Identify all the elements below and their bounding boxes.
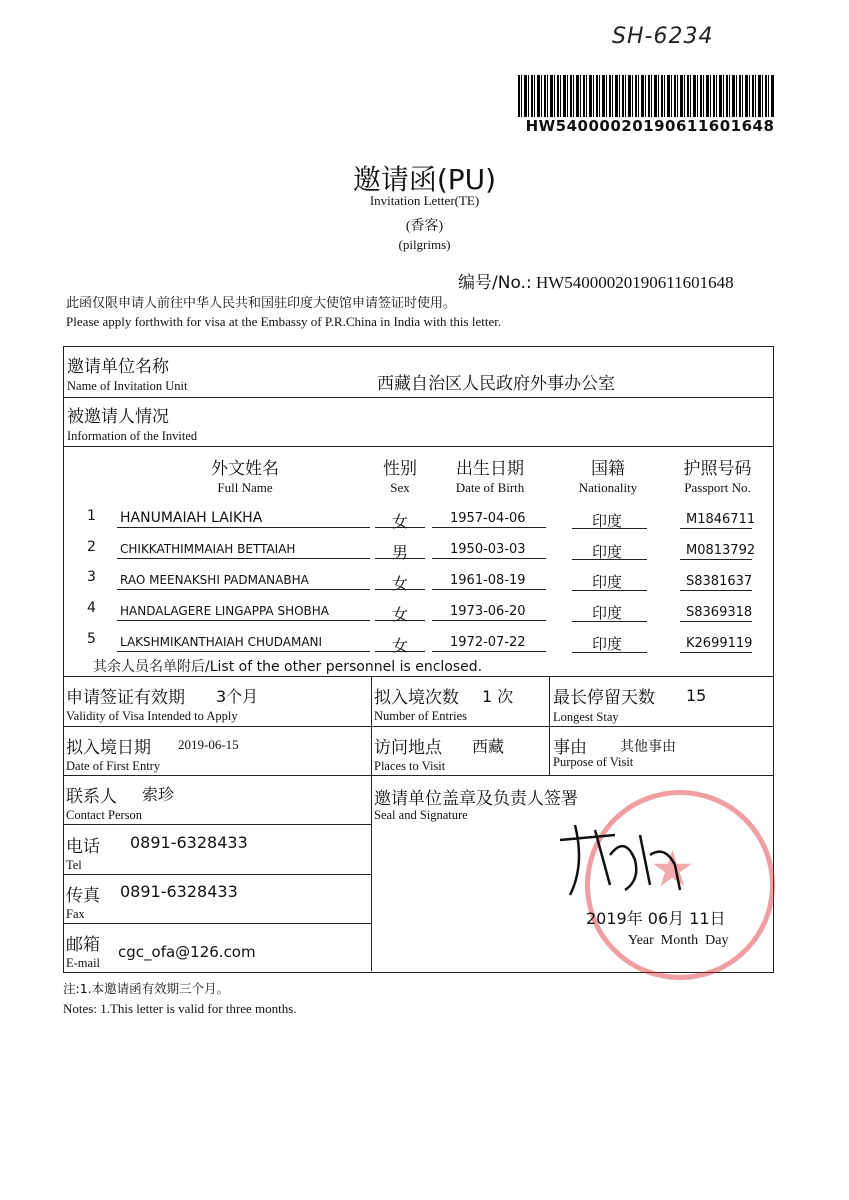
contact-value: 索珍 bbox=[142, 785, 175, 804]
divider bbox=[63, 726, 773, 727]
person-sex: 女 bbox=[392, 636, 409, 655]
person-passport: M0813792 bbox=[686, 543, 756, 558]
tel-label: 电话 bbox=[66, 837, 100, 857]
underline bbox=[375, 558, 425, 559]
entries-value: 1 次 bbox=[482, 687, 514, 706]
col-passport-cn: 护照号码 bbox=[683, 459, 752, 479]
person-name: HANDALAGERE LINGAPPA SHOBHA bbox=[120, 604, 330, 618]
divider bbox=[63, 446, 773, 447]
underline bbox=[680, 652, 752, 653]
underline bbox=[117, 620, 370, 621]
divider bbox=[63, 775, 773, 776]
number-label: 编号/No.: bbox=[458, 273, 532, 293]
inviting-unit-label-en: Name of Invitation Unit bbox=[67, 379, 188, 393]
longest-stay-label-en: Longest Stay bbox=[553, 710, 619, 724]
col-name-en: Full Name bbox=[217, 480, 273, 495]
underline bbox=[572, 528, 647, 529]
seal-star-icon: ★ bbox=[650, 840, 695, 898]
note-cn: 此函仅限申请人前往中华人民共和国驻印度大使馆申请签证时使用。 bbox=[66, 296, 457, 311]
note-en: Please apply forthwith for visa at the Embassy of P.R.China in India with this letter. bbox=[66, 314, 502, 329]
row-number: 2 bbox=[87, 539, 96, 555]
first-entry-label-en: Date of First Entry bbox=[66, 759, 161, 773]
underline bbox=[572, 559, 647, 560]
col-sex-cn: 性别 bbox=[383, 459, 417, 479]
entries-label-en: Number of Entries bbox=[374, 709, 468, 723]
underline bbox=[375, 527, 425, 528]
signature bbox=[555, 815, 705, 905]
email-value: cgc_ofa@126.com bbox=[118, 943, 256, 961]
person-sex: 女 bbox=[392, 574, 409, 593]
person-nationality: 印度 bbox=[592, 573, 623, 591]
col-dob-cn: 出生日期 bbox=[456, 459, 524, 479]
underline bbox=[117, 651, 370, 652]
person-nationality: 印度 bbox=[592, 512, 623, 530]
fax-value: 0891-6328433 bbox=[120, 882, 238, 901]
divider bbox=[63, 923, 371, 924]
col-dob-en: Date of Birth bbox=[455, 480, 525, 495]
person-dob: 1950-03-03 bbox=[450, 542, 526, 557]
validity-label: 申请签证有效期 bbox=[66, 688, 185, 708]
underline bbox=[432, 620, 546, 621]
underline bbox=[572, 652, 647, 653]
person-nationality: 印度 bbox=[592, 635, 623, 653]
col-nat-en: Nationality bbox=[578, 480, 638, 495]
email-label-en: E-mail bbox=[66, 956, 101, 970]
validity-label-en: Validity of Visa Intended to Apply bbox=[66, 709, 238, 723]
invited-label-en: Information of the Invited bbox=[67, 429, 198, 443]
person-dob: 1961-08-19 bbox=[450, 573, 526, 588]
person-sex: 女 bbox=[392, 512, 409, 531]
purpose-value: 其他事由 bbox=[620, 739, 676, 755]
person-nationality: 印度 bbox=[592, 604, 623, 622]
person-sex: 女 bbox=[392, 605, 409, 624]
row-number: 5 bbox=[87, 631, 96, 647]
email-label: 邮箱 bbox=[66, 935, 100, 955]
underline bbox=[375, 589, 425, 590]
page-title: 邀请函(PU) bbox=[352, 163, 497, 196]
row-number: 4 bbox=[87, 600, 96, 616]
handwritten-code: SH-6234 bbox=[612, 24, 714, 49]
person-passport: M1846711 bbox=[686, 512, 756, 527]
places-value: 西藏 bbox=[472, 737, 505, 756]
tel-label-en: Tel bbox=[66, 858, 82, 872]
date-label-en: Year Month Day bbox=[628, 933, 729, 948]
places-label-en: Places to Visit bbox=[374, 759, 446, 773]
entries-label: 拟入境次数 bbox=[374, 688, 459, 708]
person-nationality: 印度 bbox=[592, 543, 623, 561]
barcode-number: HW54000020190611601648 bbox=[525, 117, 775, 135]
underline bbox=[680, 590, 752, 591]
underline bbox=[432, 651, 546, 652]
row-number: 1 bbox=[87, 508, 96, 524]
other-personnel-note: 其余人员名单附后/List of the other personnel is enclosed. bbox=[93, 659, 483, 675]
divider bbox=[63, 397, 773, 398]
person-dob: 1957-04-06 bbox=[450, 511, 526, 526]
row-number: 3 bbox=[87, 569, 96, 585]
person-name: RAO MEENAKSHI PADMANABHA bbox=[120, 573, 309, 587]
number-value: HW54000020190611601648 bbox=[535, 273, 734, 292]
underline bbox=[680, 528, 752, 529]
underline bbox=[432, 589, 546, 590]
person-name: HANUMAIAH LAIKHA bbox=[120, 510, 263, 526]
person-name: CHIKKATHIMMAIAH BETTAIAH bbox=[120, 542, 296, 556]
underline bbox=[117, 558, 370, 559]
underline bbox=[572, 590, 647, 591]
subtitle-en: Invitation Letter(TE) bbox=[369, 193, 480, 208]
underline bbox=[680, 559, 752, 560]
person-passport: K2699119 bbox=[686, 636, 753, 651]
inviting-unit-value: 西藏自治区人民政府外事办公室 bbox=[377, 374, 615, 394]
underline bbox=[572, 621, 647, 622]
divider bbox=[63, 874, 371, 875]
invited-label: 被邀请人情况 bbox=[67, 407, 169, 427]
underline bbox=[432, 558, 546, 559]
places-label: 访问地点 bbox=[374, 738, 442, 758]
seal-label-en: Seal and Signature bbox=[374, 808, 468, 822]
person-passport: S8381637 bbox=[686, 574, 753, 589]
underline bbox=[432, 527, 546, 528]
fax-label: 传真 bbox=[66, 886, 100, 906]
divider bbox=[371, 676, 372, 971]
person-dob: 1972-07-22 bbox=[450, 635, 526, 650]
col-nat-cn: 国籍 bbox=[591, 459, 625, 479]
person-name: LAKSHMIKANTHAIAH CHUDAMANI bbox=[120, 635, 323, 649]
inviting-unit-label: 邀请单位名称 bbox=[67, 357, 169, 377]
col-sex-en: Sex bbox=[390, 480, 410, 495]
footer-note-en: Notes: 1.This letter is valid for three months. bbox=[63, 1001, 297, 1016]
contact-label: 联系人 bbox=[66, 787, 117, 807]
first-entry-label: 拟入境日期 bbox=[66, 738, 151, 758]
underline bbox=[117, 527, 370, 528]
letter-number bbox=[458, 268, 734, 293]
longest-stay-label: 最长停留天数 bbox=[553, 688, 655, 708]
underline bbox=[117, 589, 370, 590]
date-value: 2019年 06月 11日 bbox=[586, 909, 726, 928]
longest-stay-value: 15 bbox=[686, 686, 707, 705]
person-dob: 1973-06-20 bbox=[450, 604, 526, 619]
tel-value: 0891-6328433 bbox=[130, 833, 248, 852]
col-passport-en: Passport No. bbox=[684, 480, 751, 495]
divider bbox=[63, 676, 773, 677]
barcode bbox=[518, 75, 774, 117]
subtitle-cn: (香客) bbox=[405, 219, 444, 234]
underline bbox=[680, 621, 752, 622]
validity-value: 3个月 bbox=[216, 687, 259, 706]
person-passport: S8369318 bbox=[686, 605, 753, 620]
fax-label-en: Fax bbox=[66, 907, 85, 921]
contact-label-en: Contact Person bbox=[66, 808, 143, 822]
purpose-label-en: Purpose of Visit bbox=[553, 755, 634, 769]
subtitle-en2: (pilgrims) bbox=[398, 237, 451, 252]
purpose-label: 事由 bbox=[553, 738, 587, 758]
divider bbox=[63, 824, 371, 825]
seal-label: 邀请单位盖章及负责人签署 bbox=[374, 789, 578, 809]
person-sex: 男 bbox=[392, 543, 409, 562]
underline bbox=[375, 651, 425, 652]
first-entry-value: 2019-06-15 bbox=[178, 737, 239, 752]
col-name-cn: 外文姓名 bbox=[211, 459, 279, 479]
footer-note-cn: 注:1.本邀请函有效期三个月。 bbox=[63, 981, 230, 996]
underline bbox=[375, 620, 425, 621]
